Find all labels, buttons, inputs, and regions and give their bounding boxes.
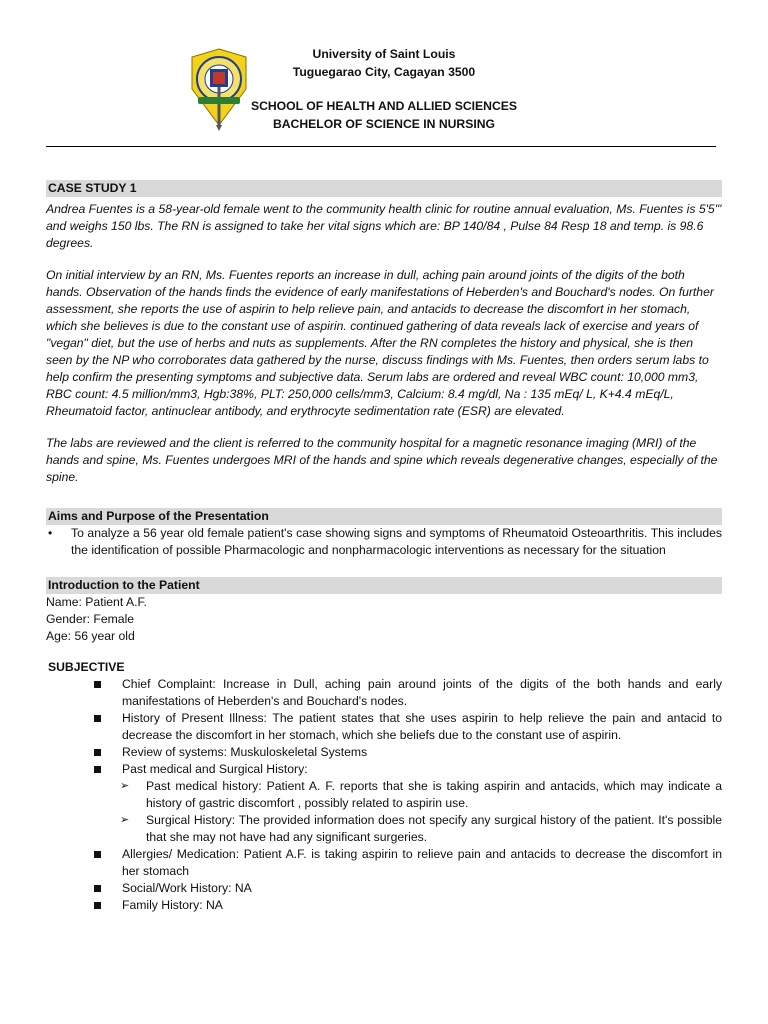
case-paragraph-1: Andrea Fuentes is a 58-year-old female went to the community health clinic for routine annual evaluation, Ms. Fuentes is 5'5'" and weighs 150 lbs. The RN is assigned to take her vital signs which are: BP 140/84 , Pulse 84 Resp 18 and temp. is 98.6 degrees.	[46, 202, 722, 250]
pmh-text: Past medical and Surgical History:	[122, 762, 308, 776]
patient-gender: Gender: Female	[46, 612, 135, 626]
aims-heading: Aims and Purpose of the Presentation	[46, 508, 722, 525]
list-item-pmh	[46, 761, 722, 778]
square-bullet-icon	[94, 851, 101, 858]
patient-age: Age: 56 year old	[46, 629, 135, 643]
sublist-item-surgical	[46, 812, 722, 846]
list-item-social	[46, 880, 722, 897]
header-divider	[46, 146, 716, 147]
arrow-bullet-icon: ➢	[120, 814, 130, 826]
school-name: SCHOOL OF HEALTH AND ALLIED SCIENCES	[250, 99, 518, 113]
patient-name: Name: Patient A.F.	[46, 595, 147, 609]
square-bullet-icon	[94, 902, 101, 909]
university-name: University of Saint Louis	[312, 47, 456, 61]
list-item-allergies	[46, 846, 722, 880]
subjective-heading: SUBJECTIVE	[48, 660, 125, 674]
allergies-text: Allergies/ Medication: Patient A.F. is taking aspirin to relieve pain and antacids to decrease the discomfort in her stomach	[122, 847, 722, 878]
case-paragraph-2: On initial interview by an RN, Ms. Fuentes reports an increase in dull, aching pain around joints of the digits of the both hands. Observation of the hands finds the evidence of early manifestations of Heberden's and Bouchard's nodes. On further assessment, she reports the use of aspirin to help relieve pain, and antacids to decrease the discomfort in her stomach, which she believes is due to the constant use of aspirin. continued gathering of data reveals lack of exercise and years of "vegan" diet, but the use of herbs and nuts as supplements. After the RN completes the history and physical, she is then seen by the NP who corroborates data gathered by the nurse, discuss findings with Ms. Fuentes, then orders serum labs to help confirm the presenting symptoms and subjective data. Serum labs are ordered and reveal WBC count: 10,000 mm3, RBC count: 4.5 million/mm3, Hgb:38%, PLT: 250,000 cells/mm3, Calcium: 8.4 mg/dl, Na : 135 mEq/ L, K+4.4 mEq/L, Rheumatoid factor, antinuclear antibody, and erythrocyte sedimentation rate (ESR) are elevated.	[46, 268, 714, 418]
intro-heading: Introduction to the Patient	[46, 577, 722, 594]
document-body	[46, 180, 722, 914]
family-text: Family History: NA	[122, 898, 223, 912]
ros-text: Review of systems: Muskuloskeletal Systems	[122, 745, 368, 759]
case-study-heading: CASE STUDY 1	[46, 180, 722, 197]
square-bullet-icon	[94, 681, 101, 688]
square-bullet-icon	[94, 766, 101, 773]
case-paragraph-3: The labs are reviewed and the client is referred to the community hospital for a magnetic resonance imaging (MRI) of the hands and spine, Ms. Fuentes undergoes MRI of the hands and spine which reveals degenerative changes, especially of the spine.	[46, 436, 718, 484]
university-address: Tuguegarao City, Cagayan 3500	[292, 65, 476, 79]
aims-bullet-item	[46, 525, 722, 559]
document-header	[0, 44, 768, 134]
square-bullet-icon	[94, 885, 101, 892]
bullet-icon: •	[48, 526, 53, 540]
social-text: Social/Work History: NA	[122, 881, 252, 895]
list-item-ros	[46, 744, 722, 761]
list-item-family	[46, 897, 722, 914]
program-name: BACHELOR OF SCIENCE IN NURSING	[272, 117, 496, 131]
hpi-text: History of Present Illness: The patient states that she uses aspirin to help relieve the pain and antacid to decrease the discomfort in her stomach, which she beliefs due to the constant use of aspirin.	[122, 711, 722, 742]
surgical-text: Surgical History: The provided information does not specify any surgical history of the patient. It's possible that she may not have had any significant surgeries.	[146, 813, 722, 844]
list-item-hpi	[46, 710, 722, 744]
past-medical-text: Past medical history: Patient A. F. reports that she is taking aspirin and antacids, which may indicate a history of gastric discomfort , possibly related to aspirin use.	[146, 779, 722, 810]
sublist-item-past-medical	[46, 778, 722, 812]
arrow-bullet-icon: ➢	[120, 780, 130, 792]
square-bullet-icon	[94, 715, 101, 722]
list-item-chief-complaint	[46, 676, 722, 710]
square-bullet-icon	[94, 749, 101, 756]
chief-complaint-text: Chief Complaint: Increase in Dull, aching pain around joints of the digits of the both hands and early manifestations of Heberden's and Bouchard's nodes.	[122, 677, 722, 708]
aims-text: To analyze a 56 year old female patient's case showing signs and symptoms of Rheumatoid Osteoarthritis. This includes the identification of possible Pharmacologic and nonpharmacologic interventions as necessary for the situation	[71, 526, 722, 557]
